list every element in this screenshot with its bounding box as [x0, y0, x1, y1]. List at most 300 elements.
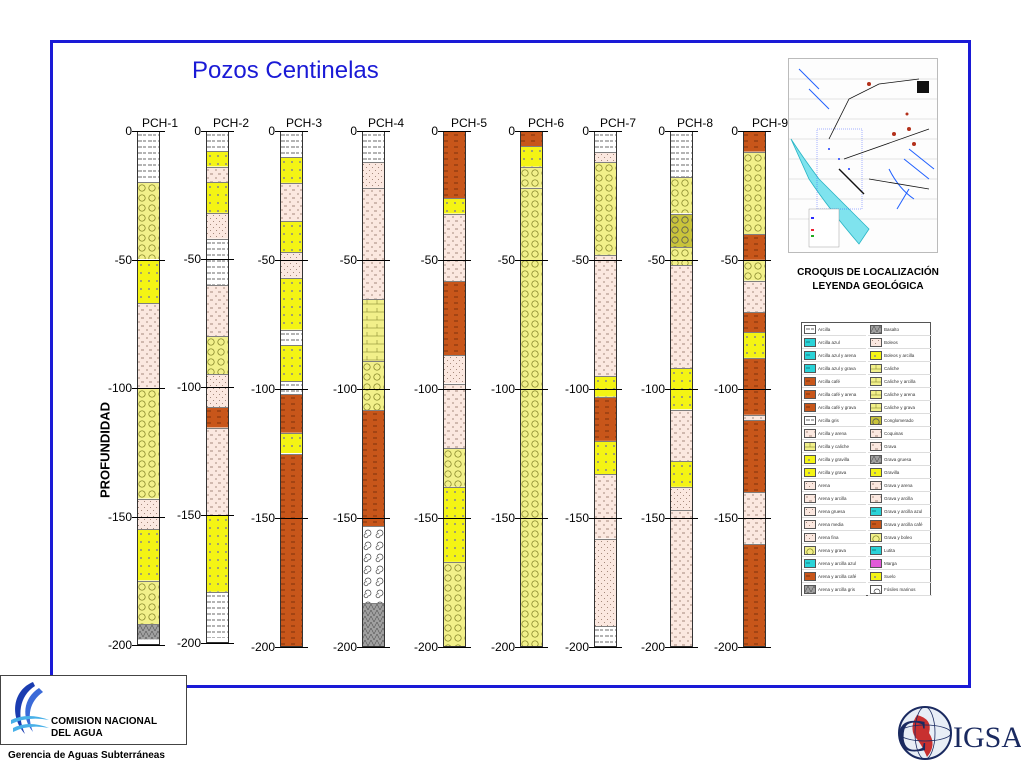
lithology-layer [594, 376, 617, 397]
legend-swatch [870, 507, 882, 516]
legend-swatch [870, 416, 882, 425]
legend-label: Conglomerado [884, 418, 914, 423]
lithology-layer [206, 336, 229, 374]
lithology-layer [594, 152, 617, 162]
legend-label: Grava y arcilla azul [884, 509, 923, 514]
lithology-layer [670, 487, 693, 510]
lithology-layer [280, 330, 303, 345]
legend-item [802, 362, 866, 375]
lithology-layer [520, 188, 543, 647]
legend-swatch [804, 572, 816, 581]
lithology-layer [743, 420, 766, 492]
depth-tick-label: -150 [332, 511, 357, 525]
lithology-layer [443, 281, 466, 356]
legend-swatch [804, 546, 816, 555]
lithology-layer [670, 177, 693, 213]
depth-tick-label: 0 [125, 124, 132, 138]
depth-tick-mark [201, 131, 234, 132]
depth-tick-mark [132, 388, 165, 389]
lithology-layer [137, 131, 160, 182]
legend-swatch [804, 507, 816, 516]
lithology-layer [362, 526, 385, 603]
legend-item [868, 375, 932, 388]
lithology-layer [743, 358, 766, 415]
lithology-layer [280, 394, 303, 433]
depth-tick-label: -50 [571, 253, 589, 267]
depth-tick-mark [275, 389, 308, 390]
legend-swatch [870, 455, 882, 464]
legend-label: Arcilla café [818, 379, 841, 384]
lithology-layer [520, 146, 543, 167]
depth-tick-label: -150 [713, 511, 738, 525]
well-name: PCH-2 [213, 116, 250, 130]
cigsa-globe-icon [893, 703, 1021, 763]
depth-axis-label: PROFUNDIDAD [97, 401, 113, 499]
legend-swatch [804, 338, 816, 347]
lithology-layer [443, 562, 466, 647]
cigsa-logo [893, 703, 1021, 763]
legend-swatch [804, 468, 816, 477]
legend-label: Caliche y grava [884, 405, 916, 410]
geologic-legend [801, 322, 931, 596]
legend-item [802, 570, 866, 583]
lithology-layer [594, 397, 617, 441]
legend-item [868, 349, 932, 362]
cigsa-text: IGSA [953, 721, 1021, 754]
depth-tick-mark [589, 260, 622, 261]
depth-tick-mark [738, 389, 771, 390]
lithology-layer [594, 539, 617, 627]
depth-tick-mark [275, 518, 308, 519]
lithology-layer [137, 388, 160, 499]
depth-tick-mark [438, 260, 471, 261]
legend-label: Arena y arcilla gris [818, 587, 856, 592]
legend-label: Caliche y arena [884, 392, 916, 397]
lithology-layer [206, 151, 229, 166]
depth-tick-mark [201, 515, 234, 516]
org-name-line2: DEL AGUA [51, 728, 103, 739]
legend-item [868, 492, 932, 505]
depth-tick-label: 0 [431, 124, 438, 138]
legend-swatch [804, 416, 816, 425]
location-map-drawing [789, 59, 937, 252]
legend-label: Arena y arcilla azul [818, 561, 857, 566]
lithology-layer [206, 515, 229, 592]
lithology-layer [206, 213, 229, 239]
lithology-layer [206, 407, 229, 427]
depth-tick-mark [357, 647, 390, 648]
depth-tick-label: -100 [250, 382, 275, 396]
lithology-layer [280, 454, 303, 648]
depth-tick-label: -200 [332, 640, 357, 654]
lithology-layer [206, 182, 229, 213]
lithology-layer [670, 410, 693, 462]
depth-tick-label: -100 [176, 380, 201, 394]
legend-swatch [870, 364, 882, 373]
lithology-layer [362, 603, 385, 647]
lithology-layer [670, 265, 693, 368]
legend-item [802, 401, 866, 414]
depth-tick-label: -50 [420, 253, 438, 267]
depth-tick-mark [201, 643, 234, 644]
depth-tick-label: -100 [413, 382, 438, 396]
legend-swatch [870, 377, 882, 386]
well-name: PCH-3 [286, 116, 323, 130]
legend-label: Arcilla café y grava [818, 405, 857, 410]
lithology-layer [362, 361, 385, 410]
legend-title: LEYENDA GEOLÓGICA [812, 281, 924, 292]
legend-label: Arena y arcilla [818, 496, 847, 501]
depth-tick-mark [132, 645, 165, 646]
legend-label: Marga [884, 561, 897, 566]
legend-swatch [804, 325, 816, 334]
lithology-layer [206, 131, 229, 151]
lithology-layer [206, 428, 229, 515]
well-name: PCH-1 [142, 116, 179, 130]
depth-tick-label: -50 [114, 252, 132, 267]
depth-tick-mark [665, 647, 698, 648]
lithology-layer [280, 433, 303, 454]
lithology-layer [280, 157, 303, 183]
depth-tick-label: -150 [490, 511, 515, 525]
lithology-layer [670, 461, 693, 487]
lithology-layer [137, 182, 160, 259]
page-title: Pozos Centinelas [192, 57, 379, 84]
legend-swatch [870, 559, 882, 568]
lithology-layer [137, 303, 160, 388]
legend-swatch [870, 468, 882, 477]
legend-label: Arena fina [818, 535, 839, 540]
legend-swatch [870, 351, 882, 360]
lithology-layer [362, 410, 385, 526]
legend-label: Boleos [884, 340, 898, 345]
depth-tick-label: -50 [257, 253, 275, 267]
legend-swatch [870, 494, 882, 503]
depth-tick-mark [665, 131, 698, 132]
croquis-title: CROQUIS DE LOCALIZACIÓN [797, 267, 939, 278]
legend-item [802, 518, 866, 531]
depth-tick-label: -150 [640, 511, 665, 525]
lithology-layer [443, 198, 466, 213]
legend-swatch [804, 455, 816, 464]
depth-tick-mark [438, 389, 471, 390]
depth-tick-mark [589, 389, 622, 390]
conagua-emblem-icon [3, 676, 53, 744]
lithology-layer [743, 332, 766, 358]
well-name: PCH-6 [528, 116, 565, 130]
depth-tick-label: -100 [490, 382, 515, 396]
legend-label: Coquinas [884, 431, 904, 436]
conagua-logo [0, 675, 187, 745]
lithology-layer [670, 131, 693, 177]
lithology-layer [743, 312, 766, 333]
well-name: PCH-4 [368, 116, 405, 130]
lithology-layer [280, 252, 303, 278]
legend-swatch [804, 442, 816, 451]
legend-swatch [870, 403, 882, 412]
legend-label: Arena y arcilla café [818, 574, 857, 579]
lithology-layer [206, 167, 229, 182]
depth-tick-mark [357, 389, 390, 390]
legend-label: Basalto [884, 327, 900, 332]
legend-label: Arcilla [818, 327, 831, 332]
depth-tick-mark [438, 131, 471, 132]
depth-tick-mark [738, 518, 771, 519]
lithology-layer [280, 183, 303, 222]
depth-tick-label: -50 [497, 253, 515, 267]
depth-tick-mark [738, 647, 771, 648]
legend-item [868, 518, 932, 531]
org-name [51, 716, 157, 740]
depth-tick-mark [132, 517, 165, 518]
depth-tick-mark [132, 260, 165, 261]
legend-item [868, 505, 932, 518]
depth-tick-label: -100 [713, 382, 738, 396]
legend-item [868, 362, 932, 375]
depth-tick-mark [438, 518, 471, 519]
legend-label: Lutita [884, 548, 896, 553]
lithology-layer [206, 592, 229, 638]
legend-swatch [870, 429, 882, 438]
lithology-layer [137, 581, 160, 625]
lithology-layer [594, 626, 617, 647]
well-name: PCH-9 [752, 116, 789, 130]
lithology-layer [206, 285, 229, 336]
lithology-layer [594, 131, 617, 152]
lithology-layer [743, 260, 766, 281]
legend-item [802, 583, 866, 596]
legend-item [868, 401, 932, 414]
depth-tick-mark [515, 260, 548, 261]
legend-item [802, 531, 866, 544]
legend-swatch [870, 533, 882, 542]
legend-label: Fósiles marinos [884, 587, 916, 592]
lithology-layer [362, 162, 385, 188]
depth-tick-label: 0 [508, 124, 515, 138]
depth-tick-mark [132, 131, 165, 132]
legend-label: Arcilla y grava [818, 470, 847, 475]
lithology-layer [443, 384, 466, 449]
legend-swatch [804, 403, 816, 412]
legend-swatch [870, 546, 882, 555]
depth-tick-mark [589, 131, 622, 132]
legend-item [802, 388, 866, 401]
legend-swatch [804, 481, 816, 490]
depth-tick-label: -200 [107, 638, 132, 652]
depth-tick-label: -50 [339, 253, 357, 267]
legend-swatch [804, 377, 816, 386]
lithology-layer [137, 499, 160, 530]
legend-item [802, 557, 866, 570]
depth-tick-mark [201, 259, 234, 260]
lithology-layer [670, 247, 693, 265]
depth-tick-label: -200 [413, 640, 438, 654]
legend-item [868, 544, 932, 557]
depth-tick-mark [515, 518, 548, 519]
depth-tick-label: -100 [107, 381, 132, 395]
lithology-layer [443, 131, 466, 198]
legend-label: Arcilla azul y grava [818, 366, 856, 371]
legend-label: Boleos y arcilla [884, 353, 915, 358]
lithology-layer [280, 345, 303, 381]
legend-item [802, 375, 866, 388]
legend-label: Arcilla azul [818, 340, 840, 345]
legend-swatch [804, 533, 816, 542]
footer-text: Gerencia de Aguas Subterráneas [8, 750, 165, 761]
legend-item [802, 479, 866, 492]
legend-item [802, 414, 866, 427]
lithology-layer [594, 162, 617, 255]
legend-swatch [870, 390, 882, 399]
legend-label: Arcilla y caliche [818, 444, 850, 449]
legend-label: Arena media [818, 522, 844, 527]
legend-label: Arena gruesa [818, 509, 846, 514]
lithology-layer [594, 474, 617, 539]
legend-swatch [804, 559, 816, 568]
depth-tick-label: -200 [713, 640, 738, 654]
depth-tick-label: 0 [731, 124, 738, 138]
legend-label: Caliche y arcilla [884, 379, 916, 384]
legend-swatch [804, 494, 816, 503]
legend-swatch [870, 585, 882, 594]
legend-label: Caliche [884, 366, 900, 371]
legend-item [868, 570, 932, 583]
lithology-layer [206, 239, 229, 285]
legend-label: Grava [884, 444, 897, 449]
legend-label: Arcilla y gravilla [818, 457, 850, 462]
legend-swatch [870, 338, 882, 347]
lithology-layer [743, 281, 766, 312]
depth-tick-mark [738, 260, 771, 261]
depth-tick-mark [357, 260, 390, 261]
depth-tick-label: 0 [350, 124, 357, 138]
depth-tick-mark [438, 647, 471, 648]
legend-label: Suelo [884, 574, 896, 579]
depth-tick-label: -150 [413, 511, 438, 525]
depth-tick-label: 0 [658, 124, 665, 138]
legend-item [802, 466, 866, 479]
depth-tick-label: -100 [640, 382, 665, 396]
legend-item [802, 323, 866, 336]
lithology-layer [520, 167, 543, 188]
lithology-layer [280, 221, 303, 252]
legend-swatch [870, 481, 882, 490]
depth-tick-mark [275, 647, 308, 648]
legend-item [868, 466, 932, 479]
depth-tick-mark [357, 131, 390, 132]
legend-swatch [870, 572, 882, 581]
depth-tick-label: -150 [564, 511, 589, 525]
lithology-layer [443, 214, 466, 281]
lithology-layer [594, 255, 617, 376]
depth-tick-label: -150 [176, 508, 201, 522]
legend-item [802, 505, 866, 518]
legend-item [868, 453, 932, 466]
legend-label: Grava y arcilla [884, 496, 913, 501]
depth-tick-mark [515, 647, 548, 648]
depth-tick-mark [357, 518, 390, 519]
legend-label: Arena y grava [818, 548, 847, 553]
legend-item [802, 349, 866, 362]
lithology-layer [743, 152, 766, 235]
legend-label: Grava y boleo [884, 535, 913, 540]
legend-item [868, 557, 932, 570]
lithology-layer [280, 381, 303, 394]
legend-item [802, 427, 866, 440]
lithology-layer [362, 188, 385, 299]
depth-tick-mark [665, 518, 698, 519]
legend-item [802, 336, 866, 349]
legend-item [868, 336, 932, 349]
legend-swatch [804, 585, 816, 594]
lithology-layer [743, 234, 766, 260]
well-name: PCH-7 [600, 116, 637, 130]
legend-item [868, 531, 932, 544]
legend-item [868, 323, 932, 336]
legend-swatch [804, 364, 816, 373]
legend-swatch [804, 390, 816, 399]
depth-tick-mark [589, 518, 622, 519]
lithology-layer [743, 131, 766, 152]
depth-tick-label: -50 [183, 252, 201, 266]
lithology-layer [280, 131, 303, 157]
depth-tick-label: 0 [194, 124, 201, 138]
map-caption [778, 266, 958, 294]
lithology-layer [362, 131, 385, 162]
org-name-line1: COMISION NACIONAL [51, 716, 158, 727]
depth-tick-mark [275, 260, 308, 261]
lithology-layer [594, 441, 617, 475]
cigsa-c-letter: C [897, 710, 928, 761]
legend-label: Gravilla [884, 470, 900, 475]
legend-label: Arcilla y arena [818, 431, 847, 436]
depth-tick-mark [665, 260, 698, 261]
lithology-layer [206, 374, 229, 407]
lithology-layer [443, 448, 466, 487]
legend-label: Arcilla gris [818, 418, 839, 423]
depth-tick-label: 0 [582, 124, 589, 138]
legend-swatch [870, 520, 882, 529]
depth-tick-label: -200 [640, 640, 665, 654]
legend-swatch [870, 325, 882, 334]
depth-tick-mark [515, 389, 548, 390]
lithology-layer [362, 299, 385, 361]
lithology-layer [743, 544, 766, 647]
depth-tick-label: -50 [720, 253, 738, 267]
depth-tick-label: -100 [564, 382, 589, 396]
legend-item [868, 479, 932, 492]
lithology-layer [443, 487, 466, 562]
lithology-layer [137, 529, 160, 580]
legend-label: Grava gruesa [884, 457, 912, 462]
depth-tick-label: -100 [332, 382, 357, 396]
legend-swatch [804, 520, 816, 529]
location-map [788, 58, 938, 253]
lithology-layer [137, 624, 160, 639]
legend-label: Arcilla café y arena [818, 392, 857, 397]
lithology-layer [280, 278, 303, 330]
lithology-layer [670, 510, 693, 647]
lithology-layer [520, 131, 543, 146]
legend-item [802, 453, 866, 466]
legend-label: Arcilla azul y arena [818, 353, 857, 358]
legend-item [868, 440, 932, 453]
lithology-layer [443, 355, 466, 383]
depth-tick-label: -50 [647, 253, 665, 267]
lithology-layer [137, 260, 160, 304]
depth-tick-mark [665, 389, 698, 390]
legend-swatch [870, 442, 882, 451]
